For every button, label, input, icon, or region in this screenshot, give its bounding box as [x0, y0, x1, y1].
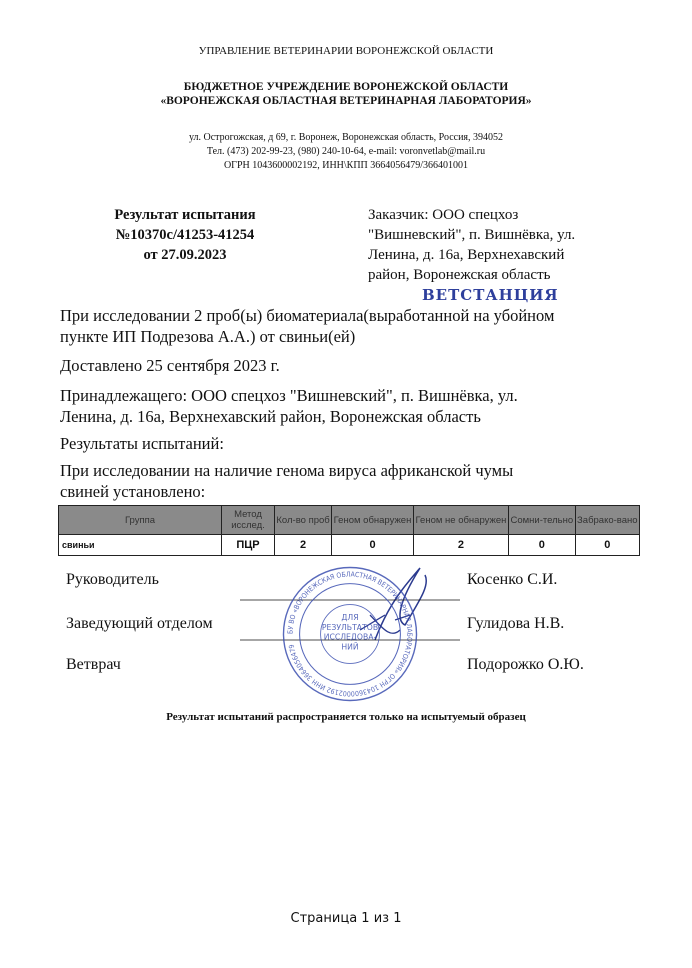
- col-header: Метод исслед.: [222, 506, 275, 535]
- cell: свиньи: [59, 535, 222, 556]
- vetstation-stamp: ВЕТСТАНЦИЯ: [422, 286, 559, 304]
- signature-name: Косенко С.И.: [467, 571, 558, 588]
- org-name-line1: БЮДЖЕТНОЕ УЧРЕЖДЕНИЕ ВОРОНЕЖСКОЙ ОБЛАСТИ: [183, 81, 509, 93]
- col-header: Геном обнаружен: [332, 506, 414, 535]
- org-name-line2: «ВОРОНЕЖСКАЯ ОБЛАСТНАЯ ВЕТЕРИНАРНАЯ ЛАБОРАТОРИЯ»: [160, 95, 532, 107]
- authority-name: УПРАВЛЕНИЕ ВЕТЕРИНАРИИ ВОРОНЕЖСКОЙ ОБЛАСТИ: [198, 45, 494, 57]
- col-header: Кол-во проб: [275, 506, 332, 535]
- study-text-line2: пункте ИП Подрезова А.А.) от свиньи(ей): [60, 327, 356, 346]
- owner-line1: Принадлежащего: ООО спецхоз "Вишневский", п. Вишнёвка, ул.: [60, 386, 518, 405]
- customer-line: Ленина, д. 16а, Верхнехавский: [368, 247, 565, 263]
- customer-line: район, Воронежская область: [368, 267, 551, 283]
- org-contacts: Тел. (473) 202-99-23, (980) 240-10-64, e-mail: voronvetlab@mail.ru: [206, 146, 486, 157]
- signature-name: Гулидова Н.В.: [467, 615, 565, 632]
- study-text-line1: При исследовании 2 проб(ы) биоматериала(выработанной на убойном: [60, 306, 555, 325]
- cell: 0: [332, 535, 414, 556]
- signature-role: Руководитель: [66, 571, 159, 588]
- org-address: ул. Острогожская, д 69, г. Воронеж, Воронежская область, Россия, 394052: [188, 132, 504, 143]
- page-number: Страница 1 из 1: [290, 911, 402, 926]
- cell: 2: [275, 535, 332, 556]
- cell: 0: [509, 535, 576, 556]
- signature-name: Подорожко О.Ю.: [467, 656, 584, 673]
- col-header: Геном не обнаружен: [413, 506, 508, 535]
- delivered-date: Доставлено 25 сентября 2023 г.: [60, 356, 280, 375]
- results-label: Результаты испытаний:: [60, 434, 224, 453]
- result-title: Результат испытания: [114, 207, 256, 223]
- result-number: №10370с/41253-41254: [115, 227, 255, 243]
- cell: 0: [575, 535, 639, 556]
- cell: ПЦР: [222, 535, 275, 556]
- customer-line: "Вишневский", п. Вишнёвка, ул.: [368, 227, 576, 243]
- finding-line1: При исследовании на наличие генома вируса африканской чумы: [60, 461, 514, 480]
- signature-role: Заведующий отделом: [66, 615, 213, 632]
- col-header: Забрако-вано: [575, 506, 639, 535]
- col-header: Группа: [59, 506, 222, 535]
- org-ids: ОГРН 1043600002192, ИНН\КПП 3664056479/366401001: [223, 160, 469, 171]
- owner-line2: Ленина, д. 16а, Верхнехавский район, Воронежская область: [60, 407, 481, 426]
- round-stamp-outer-text: БУ ВО «ВОРОНЕЖСКАЯ ОБЛАСТНАЯ ВЕТЕРИНАРНАЯ ЛАБОРАТОРИЯ» ОГРН 1043600002192 ИНН 3664056479: [286, 570, 414, 698]
- customer-line: Заказчик: ООО спецхоз: [368, 207, 519, 223]
- result-date: от 27.09.2023: [143, 247, 227, 263]
- finding-line2: свиней установлено:: [60, 482, 206, 501]
- cell: 2: [413, 535, 508, 556]
- round-stamp-inner-text: ДЛЯ РЕЗУЛЬТАТОВ ИССЛЕДОВА-НИЙ: [321, 613, 379, 652]
- signature-role: Ветврач: [66, 656, 121, 673]
- round-stamp: [280, 564, 420, 704]
- footer-note: Результат испытаний распространяется только на испытуемый образец: [166, 711, 526, 723]
- col-header: Сомни-тельно: [509, 506, 576, 535]
